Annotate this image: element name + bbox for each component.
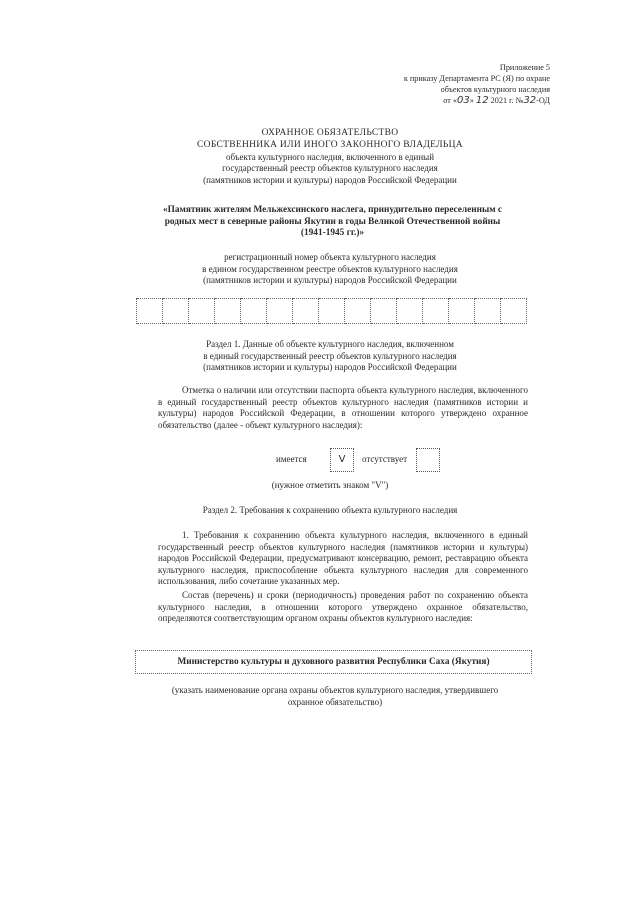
organ-name-box: Министерство культуры и духовного развития Республики Саха (Якутия) xyxy=(135,650,532,674)
object-name-line-2: родных мест в северные районы Якутии в годы Великой Отечественной войны xyxy=(164,216,501,227)
section-1-line-2: в единый государственный реестр объектов культурного наследия xyxy=(203,350,457,361)
date-mid: » xyxy=(469,96,476,105)
registration-number-cell[interactable] xyxy=(241,298,267,324)
requirements-paragraph-1: 1. Требования к сохранению объекта культурного наследия, включенного в единый государственный реестр объектов культурного наследия (памятников истории и культуры) народов Российской Федерации, предусматривают консервацию, ремонт, реставрацию объекта культурного наследия, приспособление объекта культурного наследия для современного использования, либо сочетание указанных мер. xyxy=(158,530,528,586)
order-number-handwritten: 32 xyxy=(523,95,537,106)
registration-number-cell[interactable] xyxy=(345,298,371,324)
organ-note xyxy=(140,685,530,708)
registration-number-cell[interactable] xyxy=(423,298,449,324)
object-name-line-3: (1941-1945 гг.)» xyxy=(300,228,365,238)
date-suffix: -ОД xyxy=(536,96,550,105)
registration-number-cell[interactable] xyxy=(137,298,163,324)
object-name-line-1: «Памятник жителям Мельжехсинского наслега, принудительно переселенным с xyxy=(162,205,503,215)
subtitle-line-2: государственный реестр объектов культурного наследия xyxy=(222,163,438,174)
object-name xyxy=(135,205,530,240)
appendix-date-line xyxy=(330,95,550,106)
appendix-line-3: объектов культурного наследия xyxy=(440,85,550,94)
registration-line-3: (памятников истории и культуры) народов Российской Федерации xyxy=(203,275,457,285)
appendix-header xyxy=(330,62,550,106)
registration-caption xyxy=(130,252,530,287)
organ-note-line-1: (указать наименование органа охраны объектов культурного наследия, утвердившего xyxy=(171,685,499,695)
passport-note: (нужное отметить знаком "V") xyxy=(271,480,389,490)
passport-choice xyxy=(270,448,470,474)
registration-number-cell[interactable] xyxy=(449,298,475,324)
registration-number-cell[interactable] xyxy=(189,298,215,324)
registration-number-cell[interactable] xyxy=(475,298,501,324)
title-subtitle xyxy=(130,152,530,186)
date-month-handwritten: 12 xyxy=(475,95,489,106)
section-1-line-1: Раздел 1. Данные об объекте культурного наследия, включенном xyxy=(206,339,454,349)
passport-absent-label: отсутствует xyxy=(362,454,408,464)
section-1-line-3: (памятников истории и культуры) народов Российской Федерации xyxy=(203,362,457,372)
registration-line-1: регистрационный номер объекта культурного наследия xyxy=(224,252,436,262)
registration-number-cell[interactable] xyxy=(215,298,241,324)
registration-number-cell[interactable] xyxy=(267,298,293,324)
registration-line-2: в едином государственном реестре объектов культурного наследия xyxy=(202,263,458,274)
registration-number-cell[interactable] xyxy=(501,298,527,324)
date-year: 2021 г. № xyxy=(488,96,524,105)
passport-has-label: имеется xyxy=(276,454,307,464)
title-line-1: ОХРАННОЕ ОБЯЗАТЕЛЬСТВО xyxy=(261,128,399,138)
appendix-line-1: Приложение 5 xyxy=(499,63,550,72)
requirements-paragraph-2: Состав (перечень) и сроки (периодичность) проведения работ по сохранению объекта культурного наследия, в отношении которого утверждено охранное обязательство, определяются соответствующим органом охраны объектов культурного наследия: xyxy=(158,590,528,623)
registration-number-cell[interactable] xyxy=(293,298,319,324)
subtitle-line-1: объекта культурного наследия, включенного в единый xyxy=(225,152,435,162)
appendix-line-2: к приказу Департамента РС (Я) по охране xyxy=(403,74,550,83)
registration-number-cell[interactable] xyxy=(163,298,189,324)
subtitle-line-3: (памятников истории и культуры) народов Российской Федерации xyxy=(203,174,457,185)
date-prefix: от « xyxy=(443,96,458,105)
section-2-heading: Раздел 2. Требования к сохранению объекта культурного наследия xyxy=(202,505,458,515)
registration-number-cells xyxy=(136,298,527,324)
section-1-heading xyxy=(130,339,530,374)
organ-note-line-2: охранное обязательство) xyxy=(287,696,383,707)
registration-number-cell[interactable] xyxy=(371,298,397,324)
registration-number-cell[interactable] xyxy=(397,298,423,324)
document-title xyxy=(130,128,530,151)
registration-number-cell[interactable] xyxy=(319,298,345,324)
passport-has-checkbox[interactable]: V xyxy=(330,448,354,472)
date-day-handwritten: 03 xyxy=(457,95,470,106)
title-line-2: СОБСТВЕННИКА ИЛИ ИНОГО ЗАКОННОГО ВЛАДЕЛЬЦА xyxy=(197,139,463,150)
passport-paragraph: Отметка о наличии или отсутствии паспорта объекта культурного наследия, включенного в единый государственный реестр объектов культурного наследия (памятников истории и культуры) народов Российской Федерации, в отношении которого утверждено охранное обязательство (далее - объект культурного наследия): xyxy=(158,385,528,430)
passport-absent-checkbox[interactable] xyxy=(416,448,440,472)
